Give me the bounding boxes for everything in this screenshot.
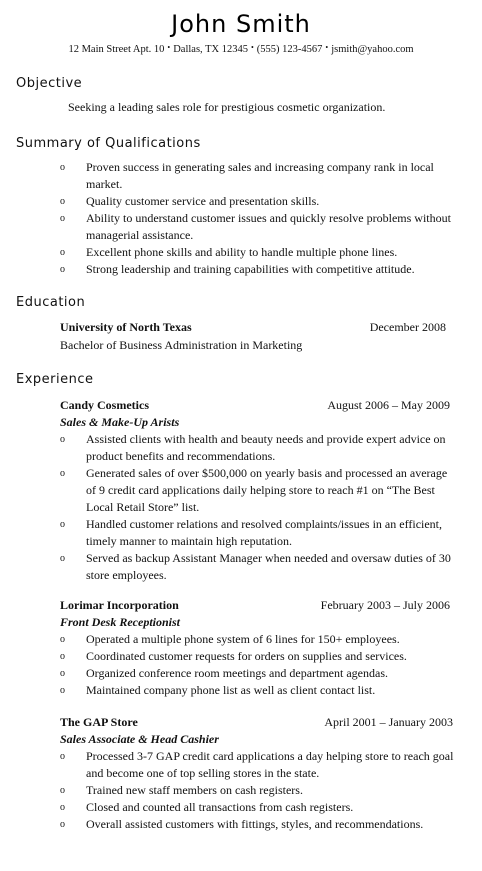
job-header [60, 597, 450, 614]
education-row [60, 319, 446, 336]
company-name: Candy Cosmetics [60, 398, 149, 412]
bullet-icon: o [60, 213, 65, 224]
candidate-name: John Smith [171, 10, 311, 38]
bullet-icon: o [60, 785, 65, 796]
bullet-icon: o [60, 264, 65, 275]
job-title: Front Desk Receptionist [60, 615, 181, 629]
bullet-icon: o [60, 685, 65, 696]
bullet-icon: o [60, 468, 65, 479]
experience-heading: Experience [16, 372, 94, 387]
bullet-icon: o [60, 553, 65, 564]
job-dates: April 2001 – January 2003 [324, 715, 453, 729]
bullet-icon: o [60, 668, 65, 679]
qualifications-list [60, 159, 460, 278]
bullet-icon: o [60, 434, 65, 445]
separator-dot: • [250, 43, 254, 52]
list-item: o Organized conference room meetings and department agendas. [60, 666, 388, 680]
job-duties-list [60, 631, 455, 699]
job-title: Sales & Make-Up Arists [60, 415, 180, 429]
contact-line [0, 43, 482, 55]
bullet-icon: o [60, 819, 65, 830]
degree: Bachelor of Business Administration in Marketing [60, 338, 303, 352]
list-item: o Strong leadership and training capabilities with competitive attitude. [60, 262, 415, 276]
list-item: o Overall assisted customers with fittings, styles, and recommendations. [60, 817, 424, 831]
list-item: o Generated sales of over $500,000 on yearly basis and processed an average of 9 credit card applications daily helping store to reach #1 on “The Best Local Retail Store” list. [60, 466, 448, 514]
list-item: o Coordinated customer requests for orders on supplies and services. [60, 649, 407, 663]
job-title: Sales Associate & Head Cashier [60, 732, 219, 746]
separator-dot: • [325, 43, 329, 52]
list-item: o Assisted clients with health and beauty needs and provide expert advice on product benefits and recommendations. [60, 432, 446, 463]
list-item: o Ability to understand customer issues and quickly resolve problems without managerial assistance. [60, 211, 451, 242]
contact-address: 12 Main Street Apt. 10 [68, 44, 165, 55]
list-item: o Served as backup Assistant Manager when needed and oversaw duties of 30 store employees. [60, 551, 451, 582]
bullet-icon: o [60, 634, 65, 645]
contact-city: Dallas, TX 12345 [173, 44, 248, 55]
bullet-icon: o [60, 802, 65, 813]
bullet-icon: o [60, 651, 65, 662]
job-header [60, 714, 453, 731]
separator-dot: • [167, 43, 171, 52]
list-item: o Operated a multiple phone system of 6 lines for 150+ employees. [60, 632, 400, 646]
school-name: University of North Texas [60, 320, 192, 334]
list-item: o Trained new staff members on cash registers. [60, 783, 303, 797]
contact-phone: (555) 123-4567 [256, 44, 323, 55]
list-item: o Handled customer relations and resolved complaints/issues in an efficient, timely manner to maintain high reputation. [60, 517, 443, 548]
list-item: o Proven success in generating sales and increasing company rank in local market. [60, 160, 434, 191]
bullet-icon: o [60, 196, 65, 207]
list-item: o Quality customer service and presentation skills. [60, 194, 320, 208]
job-dates: February 2003 – July 2006 [320, 598, 450, 612]
education-heading: Education [16, 295, 86, 310]
bullet-icon: o [60, 247, 65, 258]
bullet-icon: o [60, 519, 65, 530]
objective-heading: Objective [16, 76, 83, 91]
list-item: o Excellent phone skills and ability to handle multiple phone lines. [60, 245, 398, 259]
job-duties-list [60, 431, 455, 584]
company-name: The GAP Store [60, 715, 138, 729]
objective-text: Seeking a leading sales role for prestigious cosmetic organization. [68, 100, 386, 114]
qualifications-heading: Summary of Qualifications [16, 136, 201, 151]
contact-email: jsmith@yahoo.com [331, 44, 414, 55]
job-dates: August 2006 – May 2009 [327, 398, 450, 412]
list-item: o Closed and counted all transactions from cash registers. [60, 800, 354, 814]
list-item: o Maintained company phone list as well as client contact list. [60, 683, 376, 697]
bullet-icon: o [60, 162, 65, 173]
job-header [60, 397, 450, 414]
job-duties-list [60, 748, 455, 833]
education-date: December 2008 [369, 320, 446, 334]
company-name: Lorimar Incorporation [60, 598, 179, 612]
bullet-icon: o [60, 751, 65, 762]
list-item: o Processed 3-7 GAP credit card applications a day helping store to reach goal and become one of top selling stores in the state. [60, 749, 454, 780]
